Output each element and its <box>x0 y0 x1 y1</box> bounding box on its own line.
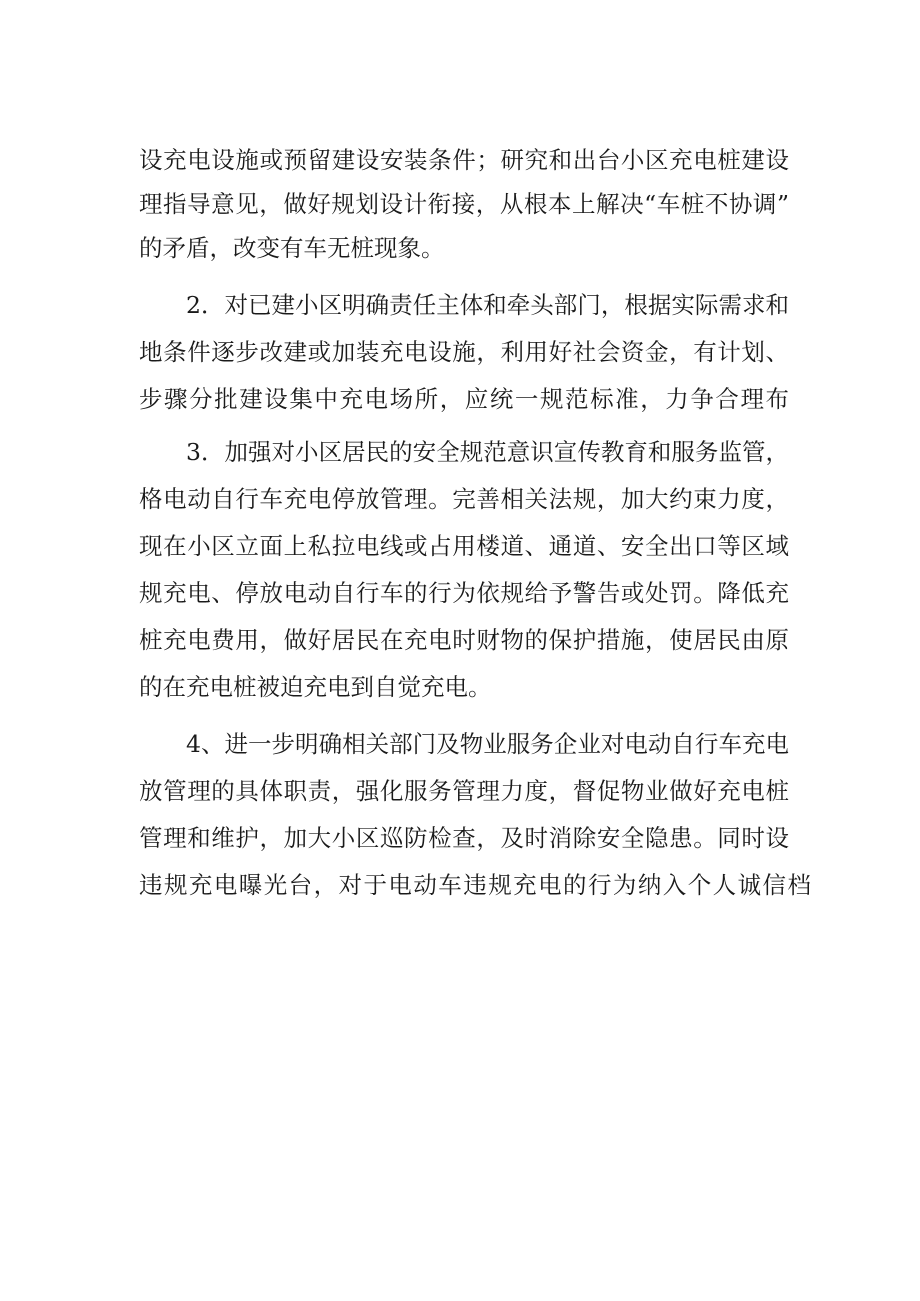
text-line: 违规充电曝光台，对于电动车违规充电的行为纳入个人诚信档 <box>139 871 811 899</box>
text-line: 格电动自行车充电停放管理。完善相关法规，加大约束力度， <box>139 485 789 513</box>
text-line: 理指导意见，做好规划设计衔接，从根本上解决“车桩不协调” <box>139 190 789 218</box>
text-line: 规充电、停放电动自行车的行为依规给予警告或处罚。降低充 <box>139 579 789 607</box>
text-line: 4、进一步明确相关部门及物业服务企业对电动自行车充电 <box>186 730 789 758</box>
text-line: 管理和维护，加大小区巡防检查，及时消除安全隐患。同时设 <box>139 824 789 852</box>
text-line: 放管理的具体职责，强化服务管理力度，督促物业做好充电桩 <box>139 777 789 805</box>
text-line: 桩充电费用，做好居民在充电时财物的保护措施，使居民由原 <box>139 626 789 654</box>
text-line: 的在充电桩被迫充电到自觉充电。 <box>139 673 492 701</box>
text-line: 步骤分批建设集中充电场所，应统一规范标准，力争合理布 <box>139 385 789 413</box>
text-line: 的矛盾，改变有车无桩现象。 <box>139 234 445 262</box>
text-line: 2．对已建小区明确责任主体和牵头部门，根据实际需求和 <box>186 291 789 319</box>
text-line: 3．加强对小区居民的安全规范意识宣传教育和服务监管， <box>186 438 789 466</box>
text-line: 地条件逐步改建或加装充电设施，利用好社会资金，有计划、 <box>139 338 789 366</box>
text-line: 设充电设施或预留建设安装条件；研究和出台小区充电桩建设 <box>139 146 789 174</box>
text-line: 现在小区立面上私拉电线或占用楼道、通道、安全出口等区域 <box>139 532 789 560</box>
